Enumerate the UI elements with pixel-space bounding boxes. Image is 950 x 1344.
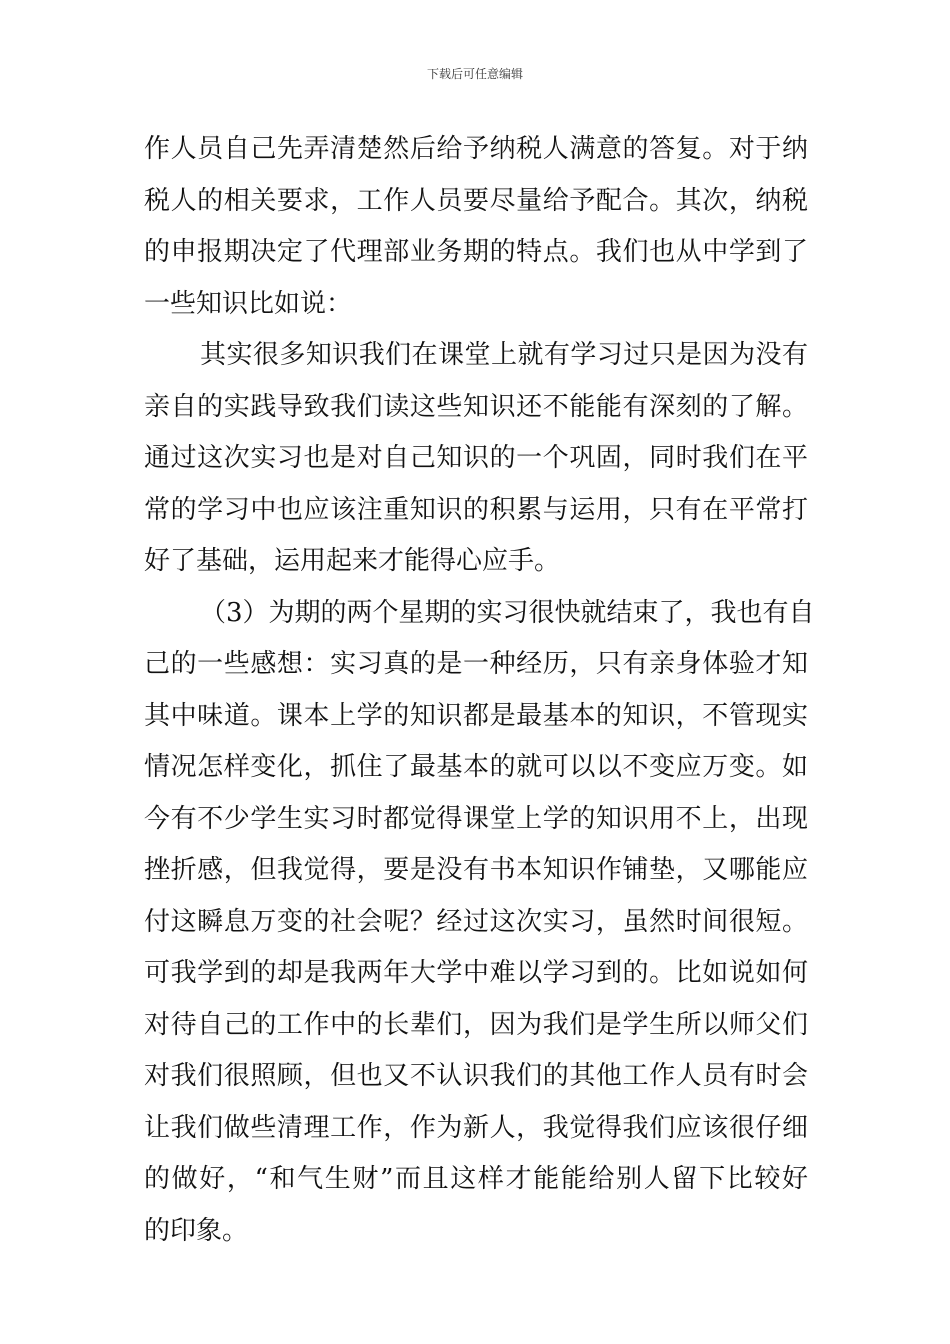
text-line: 通过这次实习也是对自己知识的一个巩固，同时我们在平 [144, 443, 808, 473]
text-line: 付这瞬息万变的社会呢？经过这次实习，虽然时间很短。 [144, 906, 808, 937]
text-line: 的印象。 [144, 1215, 249, 1246]
document-body [144, 124, 815, 1257]
text-line: 作人员自己先弄清楚然后给予纳税人满意的答复。对于纳 [144, 134, 808, 164]
text-line: （3）为期的两个星期的实习很快就结束了，我也有自 [200, 597, 815, 628]
page-header: 下载后可任意编辑 [426, 67, 523, 81]
paragraph [144, 124, 808, 330]
text-line: 常的学习中也应该注重知识的积累与运用，只有在平常打 [144, 494, 808, 525]
text-line: 己的一些感想：实习真的是一种经历，只有亲身体验才知 [144, 649, 808, 679]
text-line: 其实很多知识我们在课堂上就有学习过只是因为没有 [200, 340, 808, 370]
text-line: 对待自己的工作中的长辈们，因为我们是学生所以师父们 [144, 1009, 808, 1040]
text-line: 今有不少学生实习时都觉得课堂上学的知识用不上，出现 [144, 803, 808, 834]
text-line: 挫折感，但我觉得，要是没有书本知识作铺垫，又哪能应 [144, 855, 808, 885]
text-line: 一些知识比如说： [144, 288, 353, 319]
text-line: 情况怎样变化，抓住了最基本的就可以以不变应万变。如 [144, 752, 808, 782]
text-line: 的申报期决定了代理部业务期的特点。我们也从中学到了 [144, 237, 808, 267]
paragraph [144, 588, 815, 1258]
text-line: 的做好，“和气生财”而且这样才能能给别人留下比较好 [144, 1164, 808, 1194]
text-line: 对我们很照顾，但也又不认识我们的其他工作人员有时会 [144, 1061, 808, 1091]
text-line: 其中味道。课本上学的知识都是最基本的知识，不管现实 [144, 700, 808, 731]
text-line: 可我学到的却是我两年大学中难以学习到的。比如说如何 [144, 958, 808, 988]
text-line: 让我们做些清理工作，作为新人，我觉得我们应该很仔细 [144, 1112, 808, 1143]
paragraph [144, 330, 808, 588]
text-line: 税人的相关要求，工作人员要尽量给予配合。其次，纳税 [144, 185, 808, 216]
text-line: 好了基础，运用起来才能得心应手。 [144, 546, 561, 576]
text-line: 亲自的实践导致我们读这些知识还不能能有深刻的了解。 [144, 391, 808, 422]
